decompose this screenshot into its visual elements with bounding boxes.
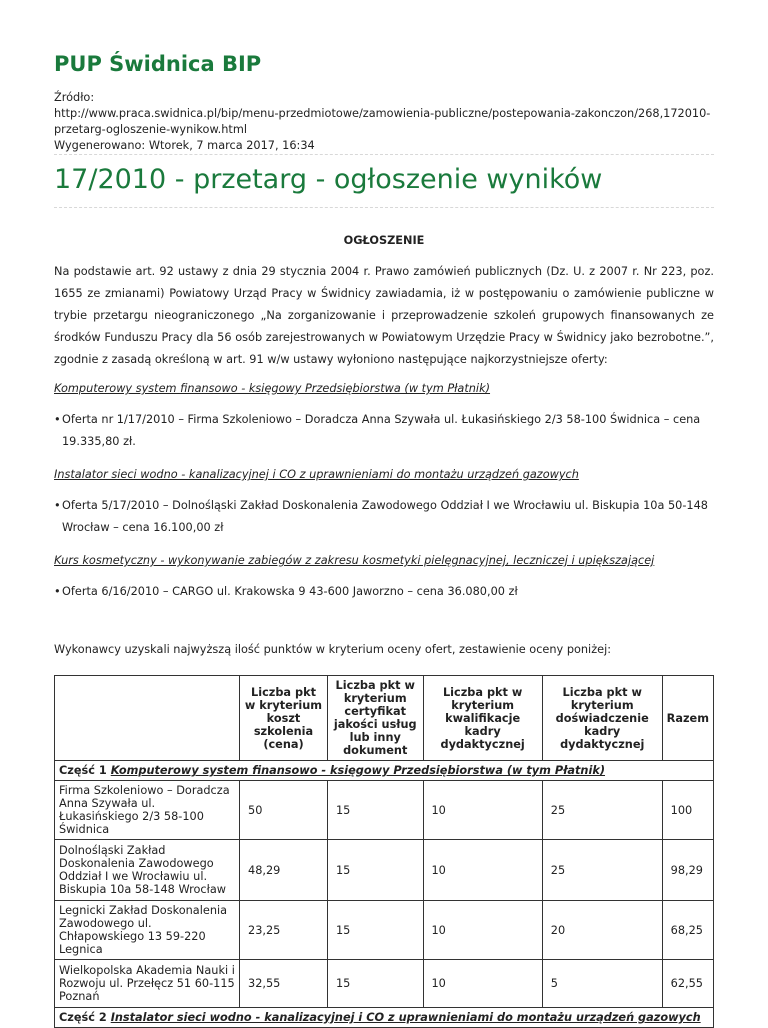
table-row [55, 781, 714, 840]
offer-list [54, 409, 714, 453]
source-meta [54, 90, 714, 154]
table-cell: 25 [542, 840, 662, 901]
announcement-heading: OGŁOSZENIE [343, 234, 425, 247]
offer-list [54, 581, 714, 603]
section-prefix: Część 2 [59, 1011, 111, 1024]
site-title[interactable]: PUP Świdnica BIP [54, 52, 262, 76]
generated-date: Wygenerowano: Wtorek, 7 marca 2017, 16:34 [54, 139, 315, 152]
list-item: • Oferta 5/17/2010 – Dolnośląski Zakład Doskonalenia Zawodowego Oddział I we Wrocławiu ul. Biskupia 10a 50-148 Wrocław – cena 16.100,00 zł [54, 495, 714, 539]
table-cell: 68,25 [662, 901, 713, 960]
part-title: Kurs kosmetyczny - wykonywanie zabiegów z zakresu kosmetyki pielęgnacyjnej, leczniczej i upiększającej [54, 554, 655, 567]
table-cell: 15 [327, 840, 423, 901]
table-header: Liczba pkt w kryterium certyfikat jakości usług lub inny dokument [327, 676, 423, 761]
table-header: Liczba pkt w kryterium koszt szkolenia (cena) [240, 676, 328, 761]
table-header: Liczba pkt w kryterium kwalifikacje kadry dydaktycznej [423, 676, 542, 761]
table-row [55, 840, 714, 901]
table-cell: 10 [423, 781, 542, 840]
section-prefix: Część 1 [59, 764, 111, 777]
results-table [54, 675, 714, 1028]
table-cell: 10 [423, 840, 542, 901]
table-cell: 98,29 [662, 840, 713, 901]
table-cell: Legnicki Zakład Doskonalenia Zawodowego ul. Chłapowskiego 13 59-220 Legnica [55, 901, 240, 960]
table-cell: 5 [542, 960, 662, 1008]
table-header: Razem [662, 676, 713, 761]
section-cell [55, 761, 714, 781]
table-cell: 10 [423, 901, 542, 960]
offer-list [54, 495, 714, 539]
table-cell: 62,55 [662, 960, 713, 1008]
table-header: Liczba pkt w kryterium doświadczenie kadry dydaktycznej [542, 676, 662, 761]
source-url[interactable]: http://www.praca.swidnica.pl/bip/menu-przedmiotowe/zamowienia-publiczne/postepowania-zakonczon/268,172010-przetarg-ogloszenie-wynikow.html [54, 107, 711, 136]
table-cell: 15 [327, 781, 423, 840]
source-label: Źródło: [54, 91, 95, 104]
table-cell: 10 [423, 960, 542, 1008]
summary-text: Wykonawcy uzyskali najwyższą ilość punktów w kryterium oceny ofert, zestawienie oceny poniżej: [54, 643, 612, 656]
table-cell: 23,25 [240, 901, 328, 960]
table-row [55, 960, 714, 1008]
intro-paragraph: Na podstawie art. 92 ustawy z dnia 29 stycznia 2004 r. Prawo zamówień publicznych (Dz. U. z 2007 r. Nr 223, poz. 1655 ze zmianami) Powiatowy Urząd Pracy w Świdnicy zawiadamia, iż w postępowaniu o zamówienie publiczne w trybie przetargu nieograniczonego „Na zorganizowanie i przeprowadzenie szkoleń grupowych finansowanych ze środków Funduszu Pracy dla 56 osób zarejestrowanych w Powiatowym Urzędzie Pracy w Świdnicy jako bezrobotne.”, zgodnie z zasadą określoną w art. 91 w/w ustawy wyłoniono następujące najkorzystniejsze oferty: [54, 265, 714, 366]
list-item: • Oferta nr 1/17/2010 – Firma Szkoleniowo – Doradcza Anna Szywała ul. Łukasińskiego 2/3 58-100 Świdnica – cena 19.335,80 zł. [54, 409, 714, 453]
table-cell: 25 [542, 781, 662, 840]
table-cell: 15 [327, 901, 423, 960]
table-cell: Firma Szkoleniowo – Doradcza Anna Szywała ul. Łukasińskiego 2/3 58-100 Świdnica [55, 781, 240, 840]
divider [54, 154, 714, 155]
section-row [55, 761, 714, 781]
table-cell: 15 [327, 960, 423, 1008]
table-header [55, 676, 240, 761]
table-cell: 20 [542, 901, 662, 960]
list-item: • Oferta 6/16/2010 – CARGO ul. Krakowska 9 43-600 Jaworzno – cena 36.080,00 zł [54, 581, 714, 603]
spacer [54, 617, 714, 639]
table-cell: Dolnośląski Zakład Doskonalenia Zawodowego Oddział I we Wrocławiu ul. Biskupia 10a 58-148 Wrocław [55, 840, 240, 901]
page-title: 17/2010 - przetarg - ogłoszenie wyników [54, 164, 603, 195]
table-cell: 32,55 [240, 960, 328, 1008]
section-row [55, 1008, 714, 1028]
table-cell: 100 [662, 781, 713, 840]
section-title: Instalator sieci wodno - kanalizacyjnej i CO z uprawnieniami do montażu urządzeń gazowych [110, 1011, 701, 1024]
part-title: Komputerowy system finansowo - księgowy Przedsiębiorstwa (w tym Płatnik) [54, 382, 491, 395]
section-cell [55, 1008, 714, 1028]
table-cell: Wielkopolska Akademia Nauki i Rozwoju ul. Przełęcz 51 60-115 Poznań [55, 960, 240, 1008]
divider [54, 207, 714, 208]
section-title: Komputerowy system finansowo - księgowy Przedsiębiorstwa (w tym Płatnik) [110, 764, 606, 777]
part-title: Instalator sieci wodno - kanalizacyjnej i CO z uprawnieniami do montażu urządzeń gazowych [54, 468, 579, 481]
table-row [55, 901, 714, 960]
table-cell: 48,29 [240, 840, 328, 901]
table-cell: 50 [240, 781, 328, 840]
table-header-row [55, 676, 714, 761]
